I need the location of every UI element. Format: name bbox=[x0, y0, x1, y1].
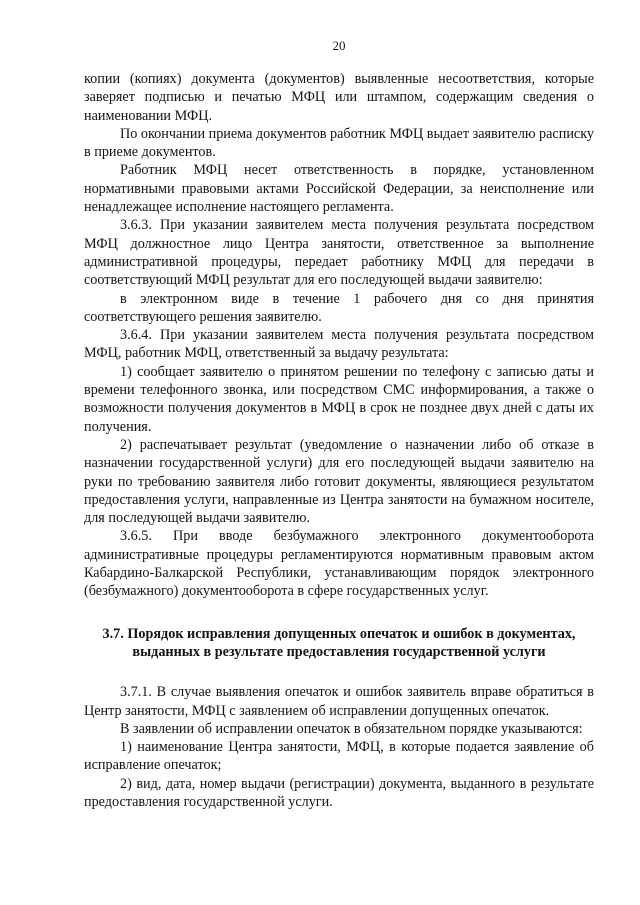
paragraph-electronic-form: в электронном виде в течение 1 рабочего дня со дня принятия соответствующего решения заявителю. bbox=[84, 290, 594, 325]
list-item-1: 1) сообщает заявителю о принятом решении по телефону с записью даты и времени телефонного звонка, или посредством СМС информирования, а также о возможности получения документов в МФЦ в срок не позднее двух дней с даты их получения. bbox=[84, 363, 594, 435]
paragraph-continuation: копии (копиях) документа (документов) выявленные несоответствия, которые заверяет подписью и печатью МФЦ или штампом, содержащим сведения о наименовании МФЦ. bbox=[84, 71, 594, 124]
paragraph-3-6-5: 3.6.5. При вводе безбумажного электронного документооборота административные процедуры регламентируются нормативным правовым актом Кабардино-Балкарской Республики, устанавливающим порядок электронного (безбумажного) документооборота в сфере государственных услуг. bbox=[84, 528, 594, 600]
paragraph-responsibility: Работник МФЦ несет ответственность в порядке, установленном нормативными правовыми актами Российской Федерации, за неисполнение или ненадлежащее исполнение настоящего регламента. bbox=[84, 162, 594, 216]
paragraph-3-6-3: 3.6.3. При указании заявителем места получения результата посредством МФЦ должностное лицо Центра занятости, ответственное за выполнение административной процедуры, передает работнику МФЦ для передачи в соответствующий МФЦ результат для его последующей выдачи заявителю: bbox=[84, 217, 594, 289]
list-item-2: 2) распечатывает результат (уведомление о назначении либо об отказе в назначении государственной услуги) для его последующей выдачи заявителю на руки по требованию заявителя либо готовит документы, являющиеся результатом предоставления услуги, направленные из Центра занятости на бумажном носителе, для последующей выдачи заявителю. bbox=[84, 436, 594, 527]
list-item-document: 2) вид, дата, номер выдачи (регистрации) документа, выданного в результате предоставления государственной услуги. bbox=[84, 775, 594, 810]
section-heading-3-7: 3.7. Порядок исправления допущенных опечаток и ошибок в документах, выданных в результате предоставления государственной услуги bbox=[102, 625, 576, 660]
list-item-name: 1) наименование Центра занятости, МФЦ, в которые подается заявление об исправление опечаток; bbox=[84, 739, 594, 774]
paragraph-3-6-4: 3.6.4. При указании заявителем места получения результата посредством МФЦ, работник МФЦ, ответственный за выдачу результата: bbox=[84, 327, 594, 362]
paragraph-receipt: По окончании приема документов работник МФЦ выдает заявителю расписку в приеме документов. bbox=[84, 125, 594, 161]
paragraph-3-7-1: 3.7.1. В случае выявления опечаток и ошибок заявитель вправе обратиться в Центр занятости, МФЦ с заявлением об исправлении допущенных опечаток. bbox=[84, 684, 594, 719]
page-number: 20 bbox=[332, 38, 346, 53]
paragraph-application-contents: В заявлении об исправлении опечаток в обязательном порядке указываются: bbox=[120, 720, 583, 737]
